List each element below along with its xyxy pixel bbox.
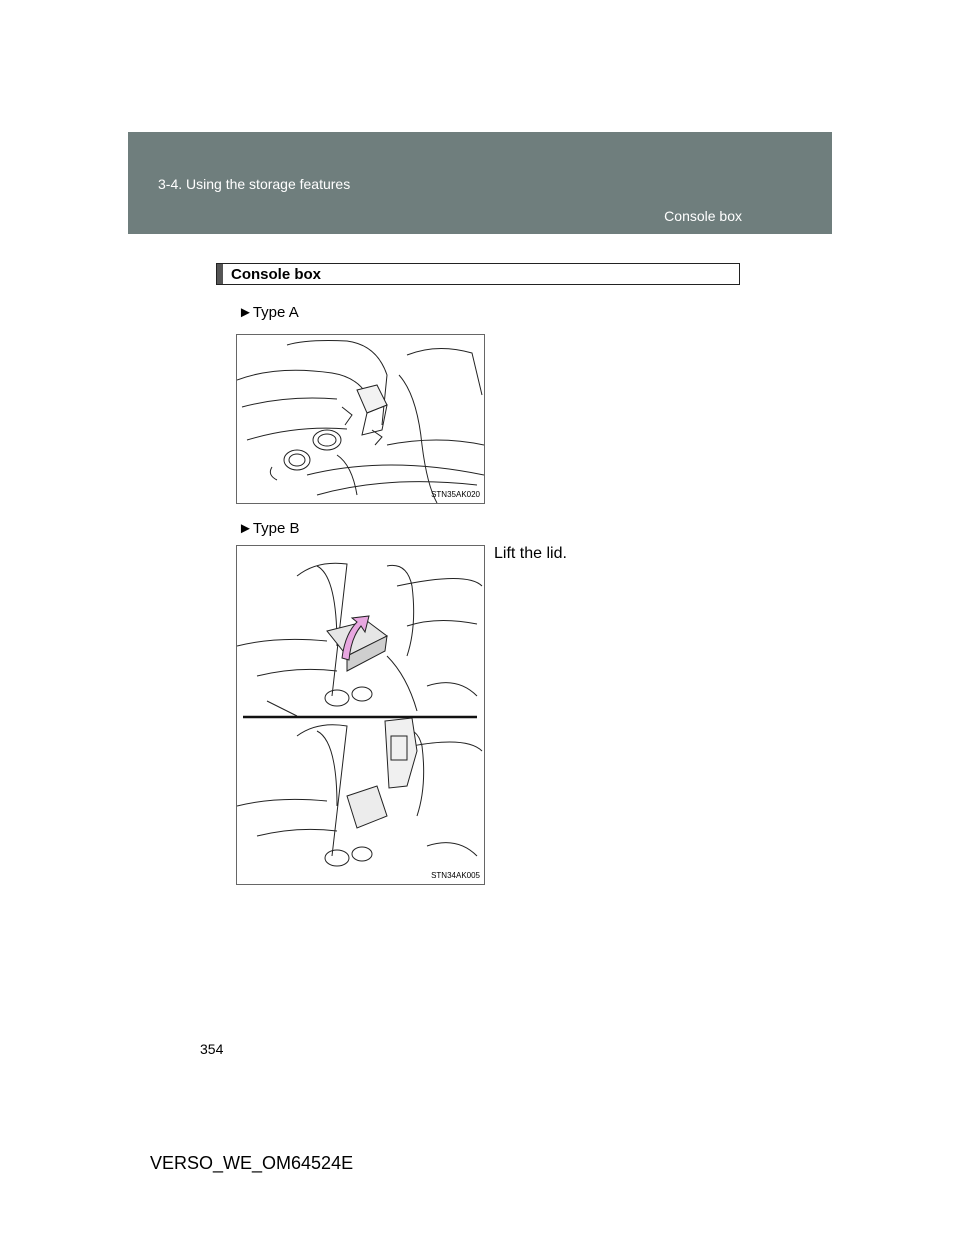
section-title: 3-4. Using the storage features	[158, 176, 351, 192]
instruction-text: Lift the lid.	[494, 545, 567, 562]
console-box-type-a-illustration	[237, 335, 484, 503]
heading-box	[216, 263, 740, 285]
document-id: VERSO_WE_OM64524E	[150, 1153, 354, 1173]
type-a-figure-code: STN35AK020	[431, 490, 480, 499]
type-b-figure-code: STN34AK005	[431, 871, 480, 880]
type-a-figure	[236, 334, 485, 504]
type-a-label: ►Type A	[238, 304, 299, 321]
heading-accent-bar	[217, 264, 223, 284]
console-box-type-b-illustration	[237, 546, 484, 884]
page-header	[128, 132, 832, 234]
type-b-label: ►Type B	[238, 520, 300, 537]
page-title: Console box	[231, 266, 322, 283]
topic-title: Console box	[664, 208, 742, 224]
type-b-figure	[236, 545, 485, 885]
page-number: 354	[200, 1041, 224, 1057]
